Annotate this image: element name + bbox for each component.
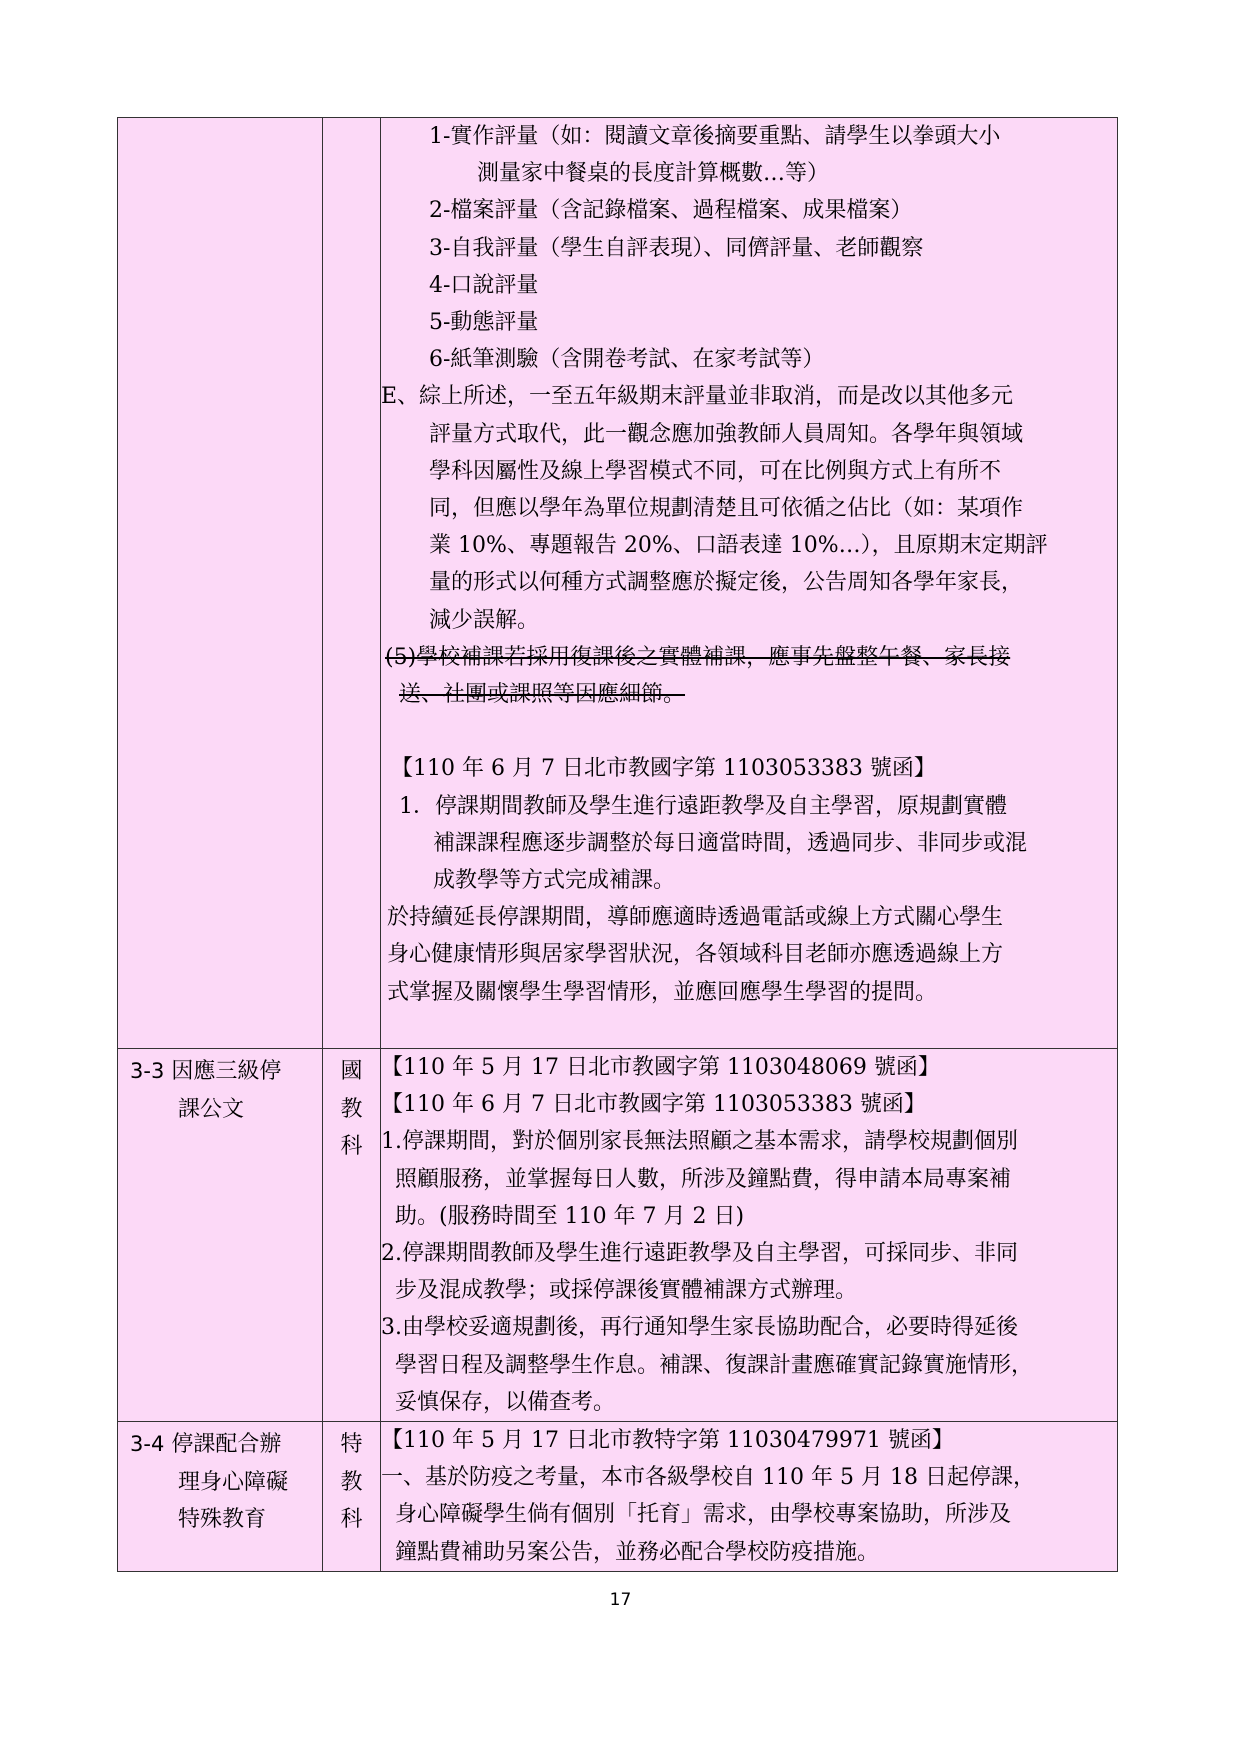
text-line: 身心障礙學生倘有個別「托育」需求，由學校專案協助，所涉及	[395, 1502, 1012, 1528]
unit-char: 科	[340, 1507, 363, 1533]
item-title-line: 理身心障礙	[178, 1469, 289, 1495]
item-title-line: 特殊教育	[178, 1507, 267, 1533]
text-line: 1．停課期間教師及學生進行遠距教學及自主學習，原規劃實體	[399, 793, 1007, 819]
text-line: 一、基於防疫之考量，本市各級學校自 110 年 5 月 18 日起停課，	[381, 1465, 1035, 1491]
text-line: 【110 年 6 月 7 日北市教國字第 1103053383 號函】	[381, 1092, 926, 1118]
struck-text-line: 送、社團或課照等因應細節。	[399, 682, 686, 708]
text-line: 鐘點費補助另案公告，並務必配合學校防疫措施。	[395, 1539, 880, 1565]
text-line: 照顧服務，並掌握每日人數，所涉及鐘點費，得申請本局專案補	[395, 1166, 1012, 1192]
text-line: 3.由學校妥適規劃後，再行通知學生家長協助配合，必要時得延後	[381, 1315, 1018, 1341]
text-line: 步及混成教學；或採停課後實體補課方式辦理。	[395, 1278, 858, 1304]
unit-char: 科	[340, 1134, 363, 1160]
text-line: 量的形式以何種方式調整應於擬定後，公告周知各學年家長，	[429, 570, 1024, 596]
text-line: 同，但應以學年為單位規劃清楚且可依循之佔比（如：某項作	[429, 496, 1024, 522]
blank-line	[381, 713, 1117, 750]
table-row	[118, 1422, 1118, 1572]
item-cell	[118, 1422, 323, 1572]
text-line: 學科因屬性及線上學習模式不同，可在比例與方式上有所不	[429, 458, 1002, 484]
text-line: 式掌握及關懷學生學習情形，並應回應學生學習的提問。	[387, 979, 938, 1005]
content-lines	[381, 1422, 1117, 1571]
unit-label	[323, 1422, 380, 1539]
item-title-line: 課公文	[178, 1096, 245, 1122]
policy-table	[117, 117, 1118, 1572]
table-row	[118, 1049, 1118, 1422]
text-line: 4-口說評量	[429, 272, 539, 298]
content-lines	[381, 1049, 1117, 1421]
text-line: 身心健康情形與居家學習狀況，各領域科目老師亦應透過線上方	[387, 942, 1004, 968]
text-line: 評量方式取代，此一觀念應加強教師人員周知。各學年與領域	[429, 421, 1024, 447]
unit-char: 特	[340, 1432, 363, 1458]
item-title-line: 停課配合辦	[171, 1432, 282, 1458]
text-line: 5-動態評量	[429, 310, 539, 336]
unit-cell	[323, 118, 381, 1049]
content-cell	[381, 118, 1118, 1049]
unit-cell	[323, 1422, 381, 1572]
text-line: 助。(服務時間至 110 年 7 月 2 日)	[395, 1203, 745, 1229]
blank-line	[381, 1011, 1117, 1048]
unit-label	[323, 1049, 380, 1166]
unit-char: 教	[340, 1469, 363, 1495]
content-lines	[381, 118, 1117, 1048]
text-line: 6-紙筆測驗（含開卷考試、在家考試等）	[429, 347, 825, 373]
item-number: 3-3	[130, 1059, 165, 1084]
text-line: 3-自我評量（學生自評表現）、同儕評量、老師觀察	[429, 235, 924, 261]
text-line: 學習日程及調整學生作息。補課、復課計畫應確實記錄實施情形，	[395, 1352, 1034, 1378]
text-line: E、綜上所述，一至五年級期末評量並非取消，而是改以其他多元	[381, 384, 1014, 410]
item-label	[118, 1049, 322, 1128]
text-line: 2-檔案評量（含記錄檔案、過程檔案、成果檔案）	[429, 198, 913, 224]
text-line: 於持續延長停課期間，導師應適時透過電話或線上方式關心學生	[387, 905, 1004, 931]
table-row	[118, 118, 1118, 1049]
item-label	[118, 1422, 322, 1539]
item-number: 3-4	[130, 1432, 165, 1457]
item-cell	[118, 1049, 323, 1422]
struck-text-line: (5)學校補課若採用復課後之實體補課，應事先盤整午餐、家長接	[385, 644, 1011, 670]
text-line: 測量家中餐桌的長度計算概數…等）	[477, 161, 830, 187]
unit-char: 教	[340, 1096, 363, 1122]
text-line: 【110 年 6 月 7 日北市教國字第 1103053383 號函】	[391, 756, 936, 782]
text-line: 【110 年 5 月 17 日北市教國字第 1103048069 號函】	[381, 1055, 940, 1081]
item-title-line: 因應三級停	[171, 1059, 282, 1085]
text-line: 業 10%、專題報告 20%、口語表達 10%…），且原期末定期評	[429, 533, 1048, 559]
text-line: 【110 年 5 月 17 日北市教特字第 11030479971 號函】	[381, 1428, 954, 1454]
content-cell	[381, 1422, 1118, 1572]
text-line: 補課課程應逐步調整於每日適當時間，透過同步、非同步或混	[433, 830, 1028, 856]
text-line: 減少誤解。	[429, 607, 540, 633]
text-line: 成教學等方式完成補課。	[433, 868, 676, 894]
text-line: 1-實作評量（如：閱讀文章後摘要重點、請學生以拳頭大小	[429, 124, 1001, 149]
text-line: 1.停課期間，對於個別家長無法照顧之基本需求，請學校規劃個別	[381, 1129, 1018, 1155]
page-number: 17	[609, 1590, 632, 1610]
content-cell	[381, 1049, 1118, 1422]
text-line: 2.停課期間教師及學生進行遠距教學及自主學習，可採同步、非同	[381, 1241, 1018, 1267]
text-line: 妥慎保存，以備查考。	[395, 1389, 616, 1415]
item-cell	[118, 118, 323, 1049]
unit-char: 國	[340, 1059, 363, 1085]
unit-cell	[323, 1049, 381, 1422]
